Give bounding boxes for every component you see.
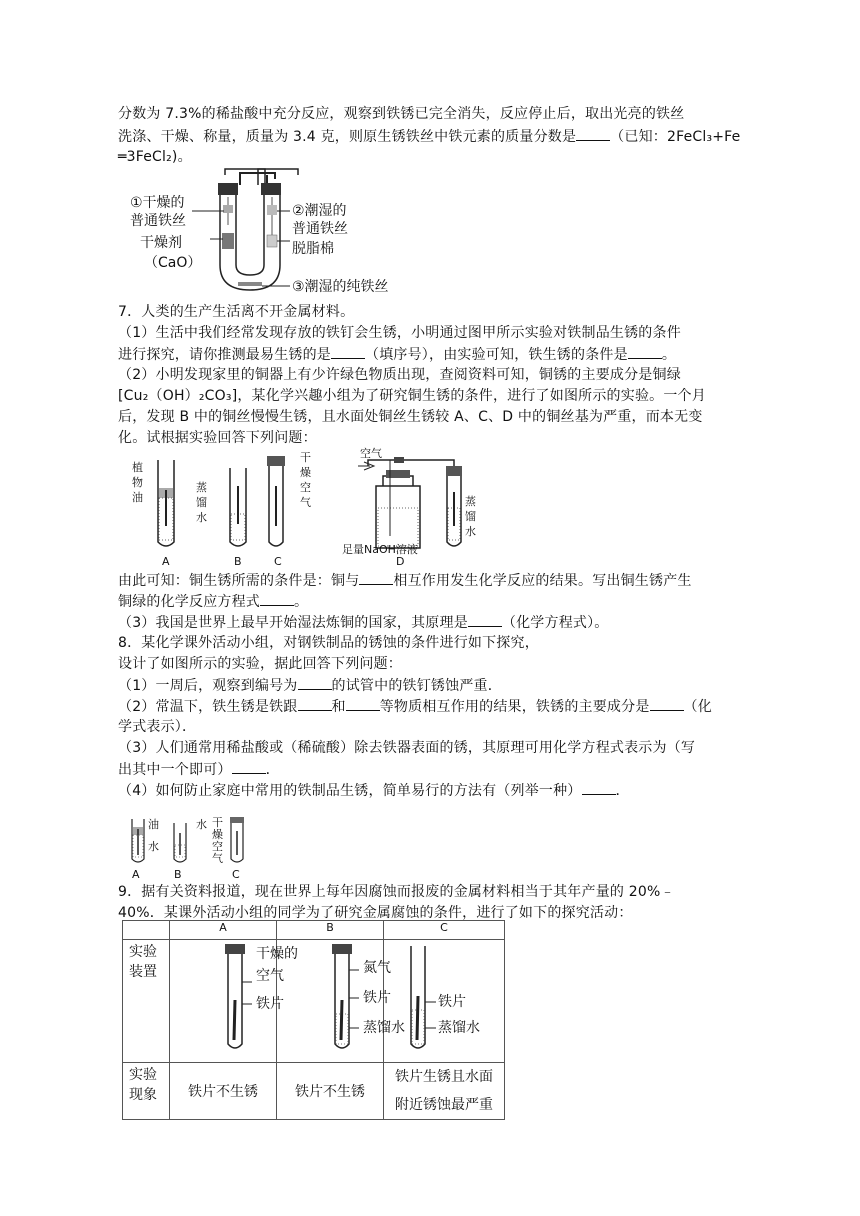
table-header-cell: A (170, 921, 277, 940)
char: 气 (212, 852, 223, 865)
q7-p2a: （2）小明发现家里的铜器上有少许绿色物质出现，查阅资料可知，铜锈的主要成分是铜绿 (118, 367, 681, 383)
row-label-phenomenon (123, 1063, 170, 1120)
char: 装置 (129, 964, 157, 980)
q7-text: （3）我国是世界上最早开始湿法炼铜的国家，其原理是 (118, 615, 468, 631)
char: 干 (300, 451, 311, 464)
u-tube-figure (130, 165, 400, 305)
char: 干 (212, 816, 223, 829)
char: 水 (465, 525, 476, 538)
copper-experiment-figure (128, 446, 478, 566)
q8-text: 等物质相互作用的结果，铁锈的主要成分是 (379, 699, 650, 715)
label-d: D (396, 555, 405, 568)
table-header-cell: C (384, 921, 505, 940)
q6-note: （已知：2FeCl₃+Fe (610, 129, 741, 145)
char: 燥 (212, 828, 223, 841)
label-water-b: 水 (196, 818, 207, 831)
q7-p4 (118, 612, 609, 633)
char: 油 (132, 491, 143, 504)
answer-blank[interactable] (346, 696, 380, 711)
q6-line-3: ═3FeCl₂)。 (118, 149, 192, 165)
u-label-cotton: 脱脂棉 (292, 241, 334, 257)
q7-text: 相互作用发生化学反应的结果。写出铜生锈产生 (393, 573, 692, 589)
q8-text: 出其中一个即可） (118, 762, 232, 778)
q8-p3a: （3）人们通常用稀盐酸或（稀硫酸）除去铁器表面的锈，其原理可用化学方程式表示为（写 (118, 740, 696, 756)
table-header-cell: B (277, 921, 384, 940)
answer-blank[interactable] (468, 612, 502, 627)
q8-text: 和 (331, 699, 346, 715)
table-row (123, 1063, 505, 1120)
b-label-water: 蒸馏水 (363, 1020, 405, 1036)
u-label-2b: 普通铁丝 (292, 221, 348, 237)
c-label-water: 蒸馏水 (438, 1020, 480, 1036)
label-b: B (174, 868, 182, 881)
answer-blank[interactable] (359, 570, 393, 585)
answer-blank[interactable] (628, 344, 662, 359)
a-label-dry: 干燥的 (256, 946, 298, 962)
q7-text: 进行探究，请你推测最易生锈的是 (118, 347, 331, 363)
answer-blank[interactable] (576, 126, 610, 141)
label-naoh: 足量NaOH溶液 (342, 543, 418, 556)
q9-line-2: 40%．某课外活动小组的同学为了研究金属腐蚀的条件，进行了如下的探究活动： (118, 905, 633, 921)
apparatus-b (277, 940, 405, 1063)
result-c-line: 附近锈蚀最严重 (395, 1097, 493, 1113)
experiment-table (122, 920, 505, 1120)
u-label-3: ③潮湿的纯铁丝 (292, 279, 389, 295)
q8-p2 (118, 696, 712, 717)
char: 空 (300, 481, 311, 494)
u-label-1a: ①干燥的 (130, 195, 185, 211)
q7-text: 由此可知：铜生锈所需的条件是：铜与 (118, 573, 360, 589)
row-label-text (123, 940, 169, 984)
q7-text: 。 (294, 594, 309, 610)
u-label-2a: ②潮湿的 (292, 203, 347, 219)
q7-text: （化学方程式）。 (501, 615, 609, 631)
q9-line-1: 9．据有关资料报道，现在世界上每年因腐蚀而报废的金属材料相当于其年产量的 20%﹣ (118, 884, 675, 900)
b-label-nitrogen: 氮气 (363, 960, 391, 976)
char: 气 (300, 496, 311, 509)
q7-text: 铜绿的化学反应方程式 (118, 594, 260, 610)
q8-text: （1）一周后，观察到编号为 (118, 678, 298, 694)
label-water: 水 (148, 840, 159, 853)
label-c: C (274, 555, 282, 568)
label-water (196, 480, 210, 525)
apparatus-c (384, 940, 505, 1063)
q6-line-2 (118, 126, 741, 147)
q8-text: （2）常温下，铁生锈是铁跟 (118, 699, 298, 715)
char: 现象 (129, 1087, 157, 1103)
result-a: 铁片不生锈 (170, 1063, 277, 1120)
label-b: B (234, 555, 242, 568)
q7-p2d: 化。试根据实验回答下列问题： (118, 430, 317, 446)
row-label-apparatus (123, 940, 170, 1063)
q7-p3a (118, 570, 692, 591)
q8-p2e: 学式表示）． (118, 719, 197, 735)
u-label-desiccant: 干燥剂 (140, 235, 182, 251)
answer-blank[interactable] (650, 696, 684, 711)
u-label-cao: （CaO） (144, 255, 202, 271)
label-a: A (132, 868, 140, 881)
nail-experiment-figure (126, 815, 256, 879)
char: 植 (132, 461, 143, 474)
label-air: 空气 (360, 447, 382, 460)
q8-intro: 设计了如图所示的实验，据此回答下列问题： (118, 656, 402, 672)
answer-blank[interactable] (582, 780, 616, 795)
b-label-iron: 铁片 (363, 990, 391, 1006)
apparatus-a (170, 940, 298, 1063)
q7-p3b (118, 591, 308, 612)
label-c: C (232, 868, 240, 881)
label-dry-air (300, 450, 314, 510)
q8-p3b (118, 759, 280, 780)
q7-text: 。 (661, 347, 677, 363)
answer-blank[interactable] (298, 675, 332, 690)
char: 实验 (129, 1067, 157, 1083)
q8-p1 (118, 675, 502, 696)
char: 馏 (196, 496, 207, 509)
answer-blank[interactable] (331, 344, 365, 359)
q8-text: ． (615, 783, 630, 799)
q8-text: （4）如何防止家庭中常用的铁制品生锈，简单易行的方法有（列举一种） (118, 783, 582, 799)
result-c-line: 铁片生锈且水面 (395, 1069, 493, 1085)
answer-blank[interactable] (260, 591, 294, 606)
q8-title: 8．某化学课外活动小组，对钢铁制品的锈蚀的条件进行如下探究， (118, 635, 539, 651)
u-label-1b: 普通铁丝 (130, 213, 186, 229)
q7-p1a: （1）生活中我们经常发现存放的铁钉会生锈，小明通过图甲所示实验对铁制品生锈的条件 (118, 325, 681, 341)
q8-text: 的试管中的铁钉锈蚀严重． (331, 678, 502, 694)
row-label-text (123, 1063, 169, 1107)
q7-p2c: 后，发现 B 中的铜丝慢慢生锈，且水面处铜丝生锈较 A、C、D 中的铜丝基为严重，而本无变 (118, 409, 703, 425)
label-dry-air (212, 817, 224, 865)
q7-text: （填序号），由实验可知，铁生锈的条件是 (365, 347, 628, 363)
char: 物 (132, 476, 143, 489)
label-oil (132, 460, 146, 505)
label-a: A (162, 555, 170, 568)
label-oil: 油 (148, 818, 159, 831)
label-water-d (465, 494, 479, 539)
q6-line-1: 分数为 7.3%的稀盐酸中充分反应，观察到铁锈已完全消失，反应停止后，取出光亮的铁丝 (118, 106, 685, 122)
char: 燥 (300, 466, 311, 479)
q7-title: 7．人类的生产生活离不开金属材料。 (118, 304, 355, 320)
q8-text: （化 (683, 699, 712, 715)
table-header-row (123, 921, 505, 940)
char: 蒸 (196, 481, 207, 494)
q7-p1b (118, 344, 676, 365)
char: 水 (196, 511, 207, 524)
char: 实验 (129, 944, 157, 960)
a-label-iron: 铁片 (256, 996, 284, 1012)
result-c (384, 1063, 505, 1120)
c-label-iron: 铁片 (438, 994, 466, 1010)
char: 空 (212, 840, 223, 853)
answer-blank[interactable] (298, 696, 332, 711)
table-header-cell (123, 921, 170, 940)
q8-p4 (118, 780, 630, 801)
q6-text: 洗涤、干燥、称量，质量为 3.4 克，则原生锈铁丝中铁元素的质量分数是 (118, 129, 577, 145)
q8-text: ． (265, 762, 280, 778)
table-row (123, 940, 505, 1063)
q7-p2b: [Cu₂（OH）₂CO₃]，某化学兴趣小组为了研究铜生锈的条件，进行了如图所示的实验。一个月 (118, 388, 706, 404)
result-b: 铁片不生锈 (277, 1063, 384, 1120)
char: 蒸 (465, 495, 476, 508)
char: 馏 (465, 510, 476, 523)
answer-blank[interactable] (232, 759, 266, 774)
a-label-air: 空气 (256, 968, 284, 984)
